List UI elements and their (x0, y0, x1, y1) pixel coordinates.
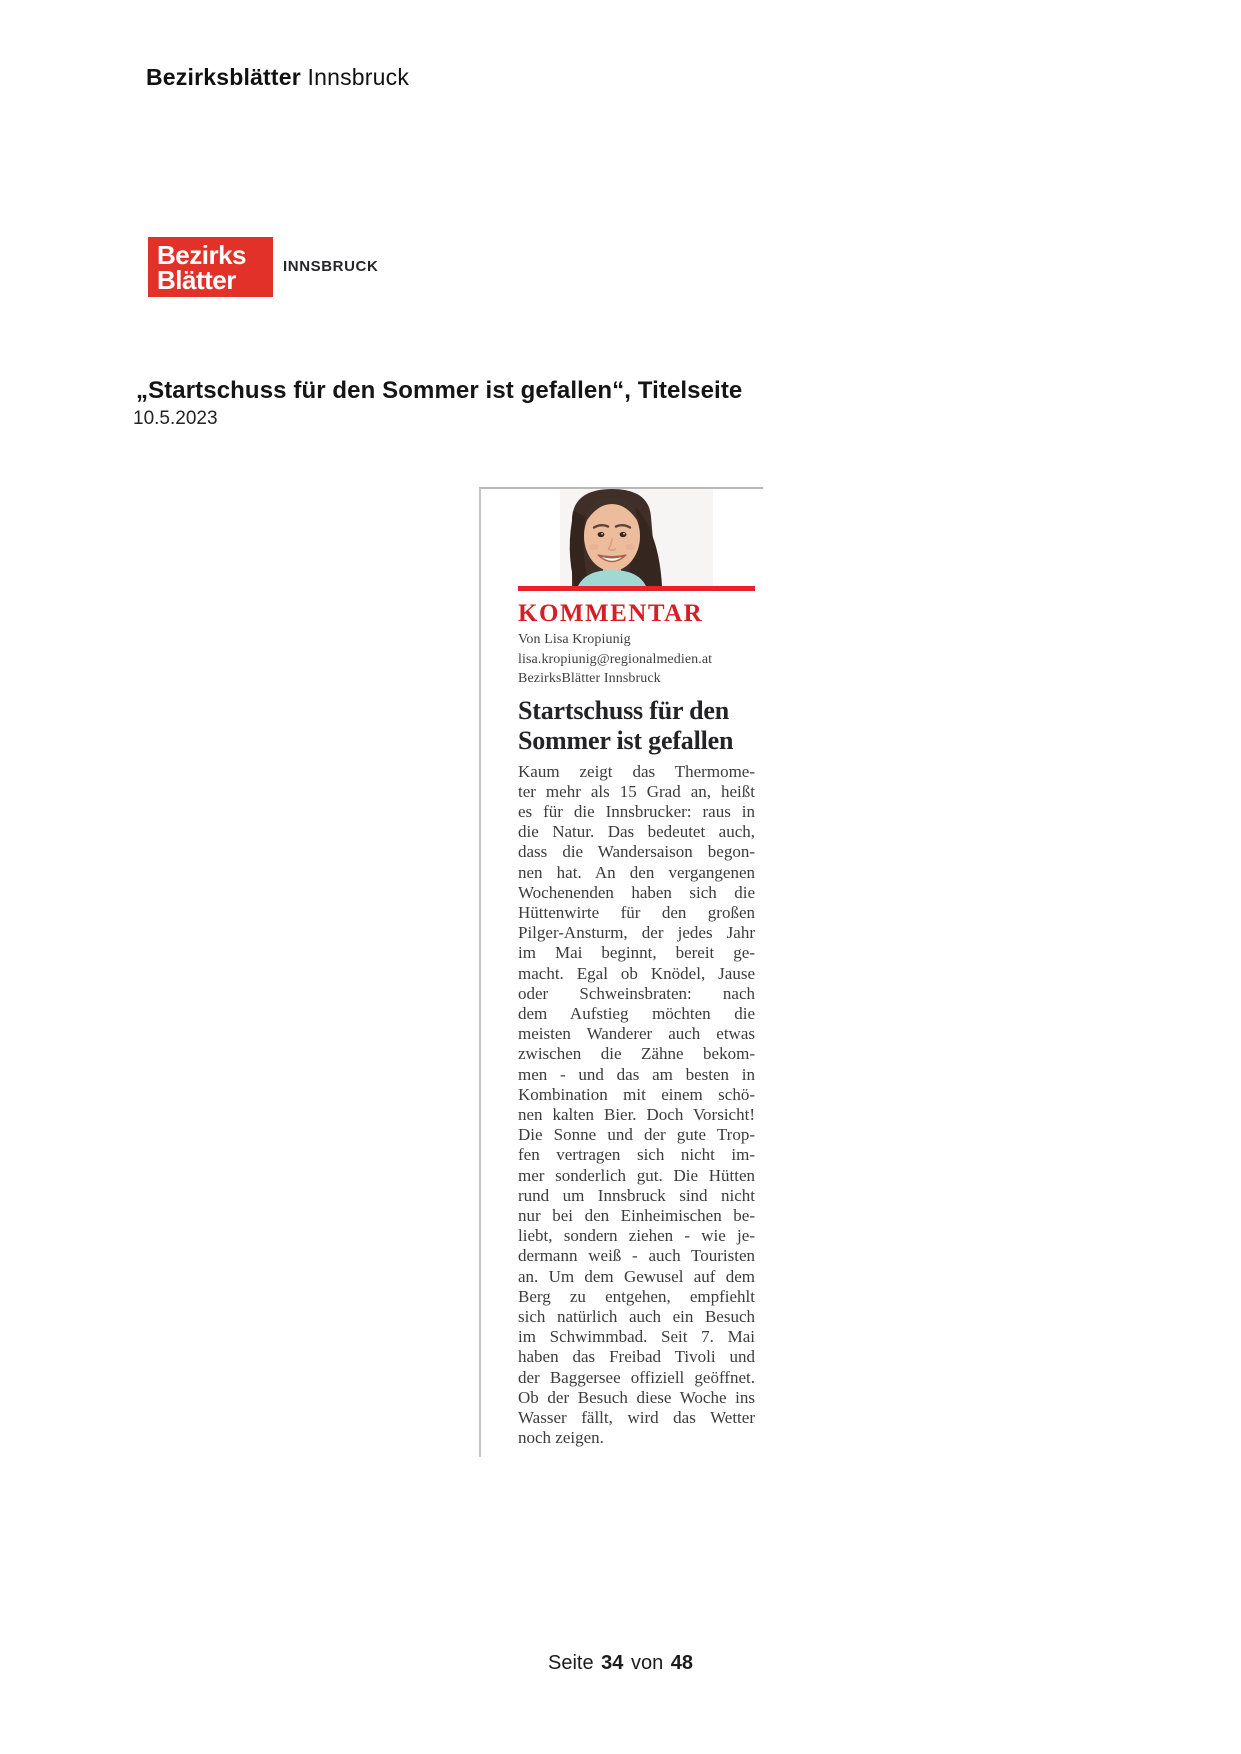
article-line: Hüttenwirte für den großen (518, 902, 755, 922)
article-line: der Baggersee offiziell geöffnet. (518, 1367, 755, 1387)
article-line: im Mai beginnt, bereit ge- (518, 943, 755, 963)
byline-line: BezirksBlätter Innsbruck (518, 671, 661, 686)
article-line: meisten Wanderer auch etwas (518, 1024, 755, 1044)
logo-line-2: Blätter (157, 265, 236, 295)
article-line: men - und das am besten in (518, 1064, 755, 1084)
article-line: nur bei den Einheimischen be- (518, 1205, 755, 1225)
page-date: 10.5.2023 (133, 408, 218, 429)
article-line: dass die Wandersaison begon- (518, 842, 755, 862)
article-line: haben das Freibad Tivoli und (518, 1347, 755, 1367)
footer-separator: von (630, 1652, 664, 1674)
red-divider (518, 586, 755, 591)
byline-line: Von Lisa Kropiunig (518, 632, 631, 647)
article-line: mer sonderlich gut. Die Hütten (518, 1165, 755, 1185)
masthead (146, 64, 409, 91)
article-line: sich natürlich auch ein Besuch (518, 1306, 755, 1326)
section-label: KOMMENTAR (518, 600, 704, 627)
article-line: Ob der Besuch diese Woche ins (518, 1387, 755, 1407)
masthead-source: Bezirksblätter (146, 64, 301, 90)
article-line: dermann weiß - auch Touristen (518, 1246, 755, 1266)
article-line: Kaum zeigt das Thermome- (518, 761, 755, 781)
article-line: Berg zu entgehen, empfiehlt (518, 1286, 755, 1306)
article-line: ter mehr als 15 Grad an, heißt (518, 781, 755, 801)
footer-total-pages: 48 (670, 1652, 694, 1674)
page-title: „Startschuss für den Sommer ist gefallen“, Titelseite (136, 377, 743, 404)
article-line: dem Aufstieg möchten die (518, 1003, 755, 1023)
byline (518, 630, 755, 689)
article-body (518, 762, 755, 1449)
article-line: noch zeigen. (518, 1428, 604, 1448)
article-line: die Natur. Das bedeutet auch, (518, 822, 755, 842)
article-line: nen hat. An den vergangenen (518, 862, 755, 882)
logo-line-1: Bezirks (157, 240, 246, 270)
article-line: Wasser fällt, wird das Wetter (518, 1408, 755, 1427)
article-line: es für die Innsbrucker: raus in (518, 801, 755, 821)
logo-region-label: INNSBRUCK (283, 258, 379, 275)
article-line: liebt, sondern ziehen - wie je- (518, 1226, 755, 1246)
footer-page-number: 34 (601, 1652, 624, 1674)
article-line: fen vertragen sich nicht im- (518, 1145, 755, 1165)
article-line: Die Sonne und der gute Trop- (518, 1125, 755, 1145)
article-headline (518, 696, 755, 756)
footer-prefix: Seite (547, 1652, 594, 1674)
article-line: macht. Egal ob Knödel, Jause (518, 963, 755, 983)
page-footer (0, 1652, 1241, 1675)
byline-line: lisa.kropiunig@regionalmedien.at (518, 651, 713, 667)
article-line: zwischen die Zähne bekom- (518, 1044, 755, 1064)
headline-line: Startschuss für den (518, 695, 729, 725)
masthead-region: Innsbruck (307, 64, 410, 90)
article-line: oder Schweinsbraten: nach (518, 983, 755, 1003)
article-line: an. Um dem Gewusel auf dem (518, 1266, 755, 1286)
portrait-photo (518, 489, 755, 586)
article-line: Kombination mit einem schö- (518, 1084, 755, 1104)
article-line: Pilger-Ansturm, der jedes Jahr (518, 923, 755, 943)
article-line: im Schwimmbad. Seit 7. Mai (518, 1327, 755, 1347)
article-line: Wochenenden haben sich die (518, 882, 755, 902)
newspaper-clipping (479, 487, 763, 1457)
article-line: rund um Innsbruck sind nicht (518, 1185, 755, 1205)
article-line: nen kalten Bier. Doch Vorsicht! (518, 1104, 755, 1124)
headline-line: Sommer ist gefallen (518, 725, 734, 755)
bezirksblaetter-logo (148, 237, 273, 297)
